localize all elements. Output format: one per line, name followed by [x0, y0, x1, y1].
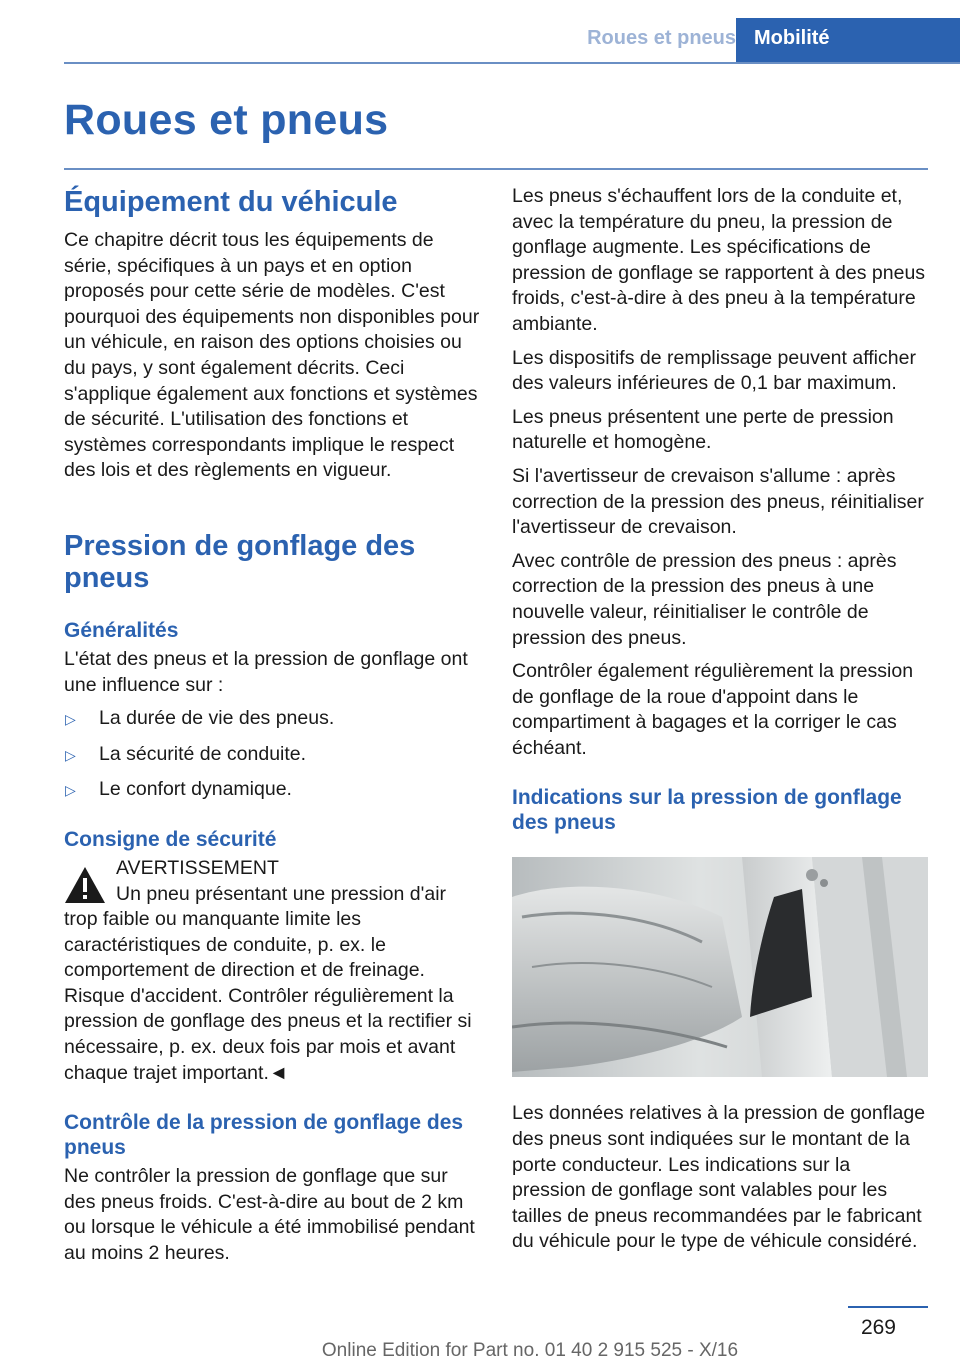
- header-section-title: Roues et pneus: [587, 27, 736, 49]
- indications-heading: Indications sur la pression de gonflage des pneus: [512, 786, 902, 835]
- triangle-bullet-icon: ▷: [65, 746, 76, 763]
- list-item: ▷ Le confort dynamique.: [64, 777, 480, 803]
- warning-text: Un pneu présentant une pression d'air trop faible ou manquante limite les caractéristiques de conduite, p. ex. le comportement de direction et de freinage. Risque d'accident. Contrôler régulièrement la pression de gonflage des pneus et la rectifier si nécessaire, p. ex. deux fois par mois et avant chaque trajet important.◄: [64, 882, 472, 1084]
- paragraph-perte: Les pneus présentent une perte de pression naturelle et homogène.: [512, 405, 894, 454]
- securite-heading: Consigne de sécurité: [64, 827, 277, 851]
- left-column: [64, 180, 480, 1275]
- influence-list: [64, 706, 480, 803]
- list-item: ▷ La durée de vie des pneus.: [64, 706, 480, 732]
- paragraph-roue-appoint: Contrôler également régulièrement la pression de gonflage de la roue d'appoint dans le compartiment à bagages et la corriger le cas échéant.: [512, 660, 914, 759]
- warning-triangle-icon: [64, 866, 106, 904]
- equipement-text: Ce chapitre décrit tous les équipements de série, spécifiques à un pays et en option proposés pour cette série de modèles. C'est pourquoi des équipements non disponibles pour un véhicule, en raison des options choisies ou du pays, y sont également décrits. Ceci s'applique également aux fonctions et systèmes de sécurité. L'utilisation des fonctions et systèmes correspondants implique le respect des lois et des règlements en vigueur.: [64, 229, 480, 482]
- paragraph-avertisseur: Si l'avertisseur de crevaison s'allume : après correction de la pression des pneus, réinitialiser l'avertisseur de crevaison.: [512, 464, 924, 539]
- footer-edition: Online Edition for Part no. 01 40 2 915 525 - X/16: [321, 1340, 739, 1361]
- door-pillar-photo: [512, 857, 928, 1077]
- title-rule: [64, 168, 928, 170]
- warning-block: [64, 856, 480, 882]
- header-chapter-tab[interactable]: Mobilité: [736, 18, 960, 63]
- equipement-heading: Équipement du véhicule: [64, 186, 398, 218]
- footer-rule: [848, 1306, 928, 1308]
- pression-heading: Pression de gonflage des pneus: [64, 529, 416, 594]
- generalites-text: L'état des pneus et la pression de gonflage ont une influence sur :: [64, 647, 468, 696]
- paragraph-temperature: Les pneus s'échauffent lors de la conduite et, avec la température du pneu, la pression de gonflage augmente. Les spécifications de pression de gonflage se rapportent à des pneus froids, c'est-à-dire à des pneu à la température ambiante.: [512, 185, 926, 335]
- warning-label: AVERTISSEMENT: [116, 856, 279, 879]
- controle-text: Ne contrôler la pression de gonflage que sur des pneus froids. C'est-à-dire au bout de 2 km ou lorsque le véhicule a été immobilisé pendant au moins 2 heures.: [64, 1165, 475, 1265]
- list-item: ▷ La sécurité de conduite.: [64, 742, 480, 768]
- triangle-bullet-icon: ▷: [65, 782, 76, 799]
- paragraph-controle-pression: Avec contrôle de pression des pneus : après correction de la pression des pneus à une nouvelle valeur, réinitialiser le contrôle de pression des pneus.: [512, 549, 897, 649]
- controle-heading: Contrôle de la pression de gonflage des pneus: [64, 1111, 464, 1160]
- page-number: 269: [860, 1316, 896, 1339]
- page-title: Roues et pneus: [64, 96, 389, 144]
- indications-text: Les données relatives à la pression de gonflage des pneus sont indiquées sur le montant de la porte conducteur. Les indications sur la pression de gonflage sont valables pour les tailles de pneus recommandées par le fabricant du véhicule pour le type de véhicule considéré.: [512, 1102, 926, 1253]
- header-rule: [64, 62, 960, 64]
- door-pillar-illustration: [512, 857, 928, 1077]
- generalites-heading: Généralités: [64, 618, 179, 642]
- triangle-bullet-icon: ▷: [65, 711, 76, 728]
- right-column: [512, 184, 928, 1263]
- paragraph-dispositifs: Les dispositifs de remplissage peuvent afficher des valeurs inférieures de 0,1 bar maximum.: [512, 346, 916, 395]
